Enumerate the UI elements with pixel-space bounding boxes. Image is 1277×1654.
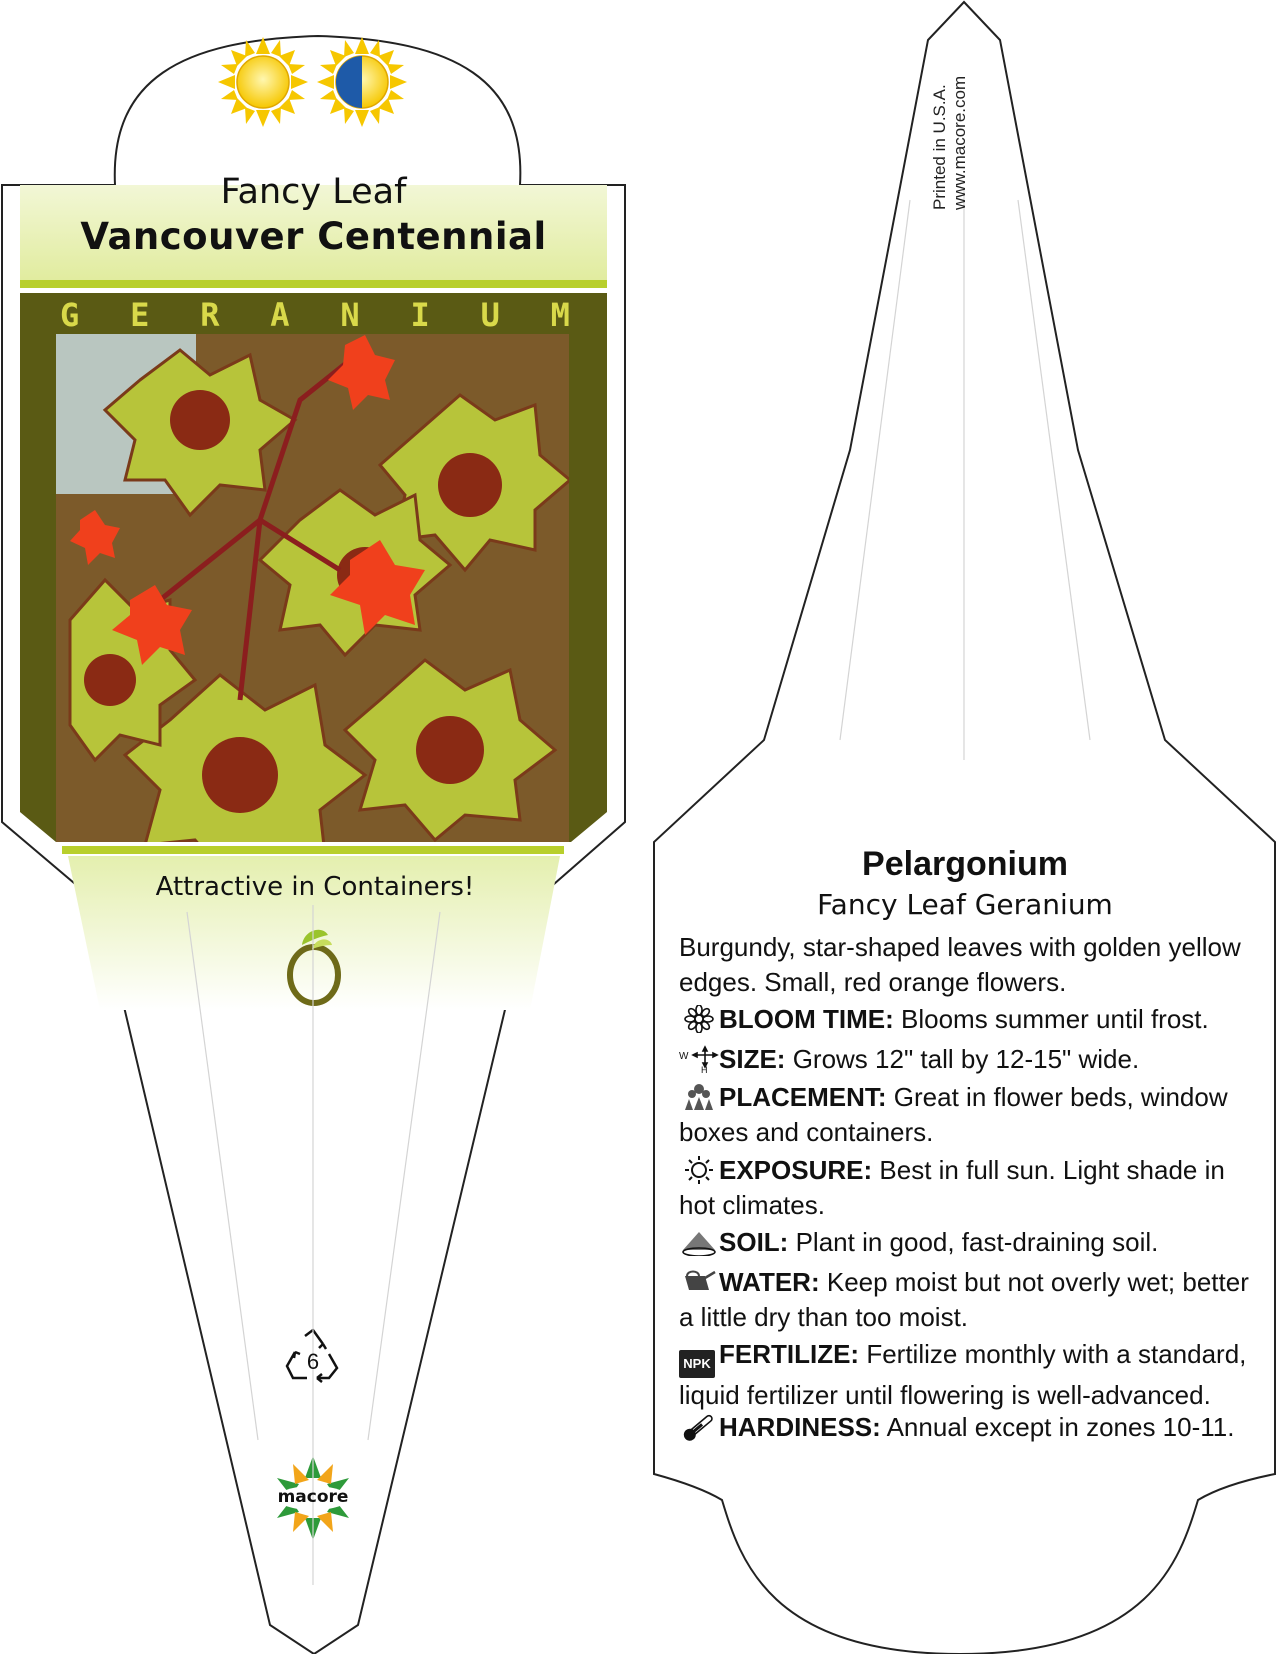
placement-icon	[679, 1083, 719, 1111]
bloom-time-icon	[679, 1005, 719, 1033]
water-label: WATER:	[719, 1267, 820, 1297]
genus-letter: E	[130, 296, 150, 334]
scientific-name: Pelargonium	[862, 845, 1068, 883]
info-bloom-time	[679, 1002, 1254, 1037]
printed-in: Printed in U.S.A.	[930, 84, 949, 210]
description: Burgundy, star-shaped leaves with golden yellow edges. Small, red orange flowers.	[679, 932, 1241, 997]
fertilize-text: Fertilize monthly with a standard, liquid fertilizer until flowering is well-advanced.	[679, 1339, 1247, 1410]
genus-letter: A	[270, 296, 290, 334]
hardiness-text: Annual except in zones 10-11.	[886, 1412, 1235, 1442]
title-line-1: Fancy Leaf	[220, 172, 407, 212]
fertilize-label: FERTILIZE:	[719, 1339, 860, 1369]
lime-stripe-bottom	[62, 846, 564, 854]
info-placement	[679, 1080, 1254, 1150]
genus-letter: I	[410, 296, 430, 334]
svg-text:H: H	[701, 1065, 708, 1073]
geranium-photo	[56, 334, 570, 880]
exposure-label: EXPOSURE:	[719, 1155, 873, 1185]
size-text: Grows 12" tall by 12-15" wide.	[792, 1044, 1140, 1074]
bloom-time-text: Blooms summer until frost.	[901, 1004, 1209, 1034]
info-soil	[679, 1225, 1254, 1260]
common-name: Fancy Leaf Geranium	[817, 888, 1113, 921]
info-fertilize	[679, 1337, 1254, 1413]
genus-label	[60, 296, 570, 334]
info-exposure	[679, 1153, 1254, 1223]
genus-letter: R	[200, 296, 220, 334]
info-size	[679, 1042, 1254, 1077]
recycle-number: 6	[306, 1349, 320, 1374]
size-icon	[679, 1045, 719, 1073]
placement-label: PLACEMENT:	[719, 1082, 887, 1112]
water-icon	[679, 1268, 719, 1296]
fertilize-icon: NPK	[679, 1350, 715, 1378]
info-water	[679, 1265, 1254, 1335]
website: www.macore.com	[950, 75, 969, 210]
part-sun-icon	[317, 37, 407, 127]
soil-text: Plant in good, fast-draining soil.	[795, 1227, 1159, 1257]
hardiness-icon	[679, 1413, 719, 1441]
print-credit	[930, 50, 970, 230]
water-text: Keep moist but not overly wet; better a little dry than too moist.	[679, 1267, 1249, 1332]
info-hardiness	[679, 1410, 1254, 1445]
title-line-2: Vancouver Centennial	[80, 215, 547, 258]
tagline: Attractive in Containers!	[155, 872, 475, 902]
hardiness-label: HARDINESS:	[719, 1412, 881, 1442]
genus-letter: M	[550, 296, 570, 334]
genus-letter: G	[60, 296, 80, 334]
full-sun-icon	[218, 37, 308, 127]
exposure-text: Best in full sun. Light shade in hot climates.	[679, 1155, 1225, 1220]
soil-icon	[679, 1228, 719, 1256]
genus-letter: U	[480, 296, 500, 334]
lime-stripe-top	[20, 280, 607, 288]
bloom-time-label: BLOOM TIME:	[719, 1004, 894, 1034]
soil-label: SOIL:	[719, 1227, 789, 1257]
size-label: SIZE:	[719, 1044, 786, 1074]
brand-name: macore	[277, 1487, 349, 1507]
genus-letter: N	[340, 296, 360, 334]
svg-text:W: W	[679, 1051, 689, 1062]
placement-text: Great in flower beds, window boxes and containers.	[679, 1082, 1228, 1147]
exposure-icon	[679, 1156, 719, 1184]
